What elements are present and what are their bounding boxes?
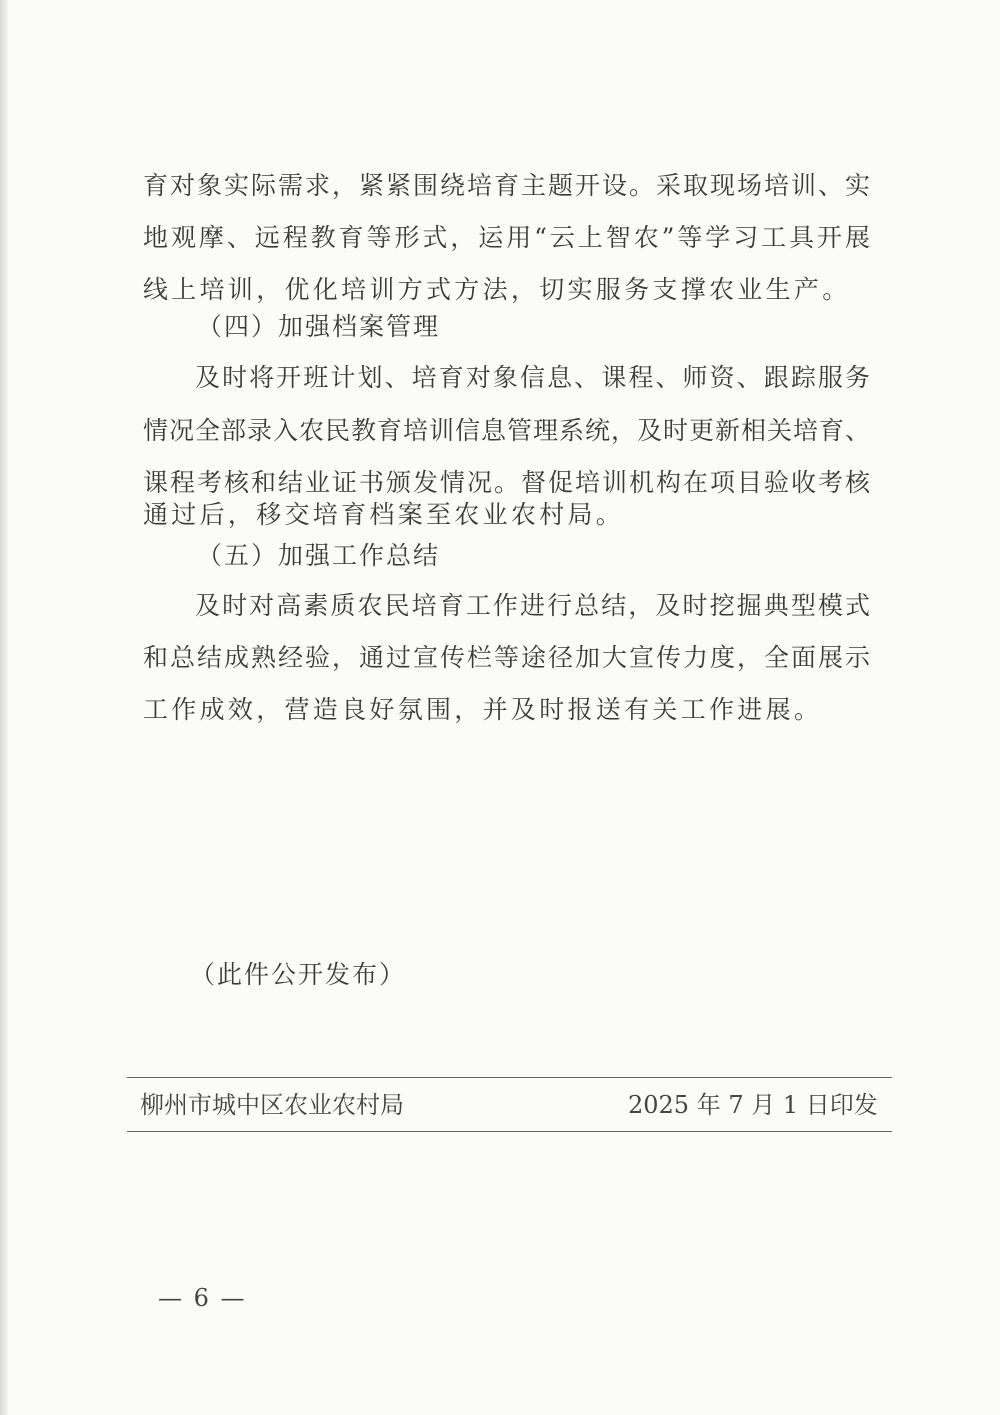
scan-edge bbox=[0, 0, 8, 1415]
footer-bottom-rule bbox=[127, 1131, 892, 1132]
section-heading-5: （五）加强工作总结 bbox=[197, 541, 441, 570]
paragraph-line: 线上培训，优化培训方式方法，切实服务支撑农业生产。 bbox=[143, 275, 851, 304]
issuing-authority: 柳州市城中区农业农村局 bbox=[140, 1091, 404, 1119]
page-number: — 6 — bbox=[158, 1284, 247, 1312]
issue-date: 2025 年 7 月 1 日印发 bbox=[628, 1091, 878, 1119]
paragraph-line: 通过后，移交培育档案至农业农村局。 bbox=[143, 500, 625, 529]
paragraph-line: 和总结成熟经验，通过宣传栏等途径加大宣传力度，全面展示 bbox=[143, 643, 870, 672]
paragraph-line: 及时将开班计划、培育对象信息、课程、师资、跟踪服务 bbox=[195, 363, 870, 392]
paragraph-line: 及时对高素质农民培育工作进行总结，及时挖掘典型模式 bbox=[195, 591, 870, 620]
paragraph-line: 课程考核和结业证书颁发情况。督促培训机构在项目验收考核 bbox=[143, 468, 870, 497]
section-heading-4: （四）加强档案管理 bbox=[197, 312, 441, 341]
paragraph-line: 育对象实际需求，紧紧围绕培育主题开设。采取现场培训、实 bbox=[143, 171, 870, 200]
footer-top-rule bbox=[127, 1077, 892, 1078]
paragraph-line: 工作成效，营造良好氛围，并及时报送有关工作进展。 bbox=[143, 695, 823, 724]
paragraph-line: 情况全部录入农民教育培训信息管理系统，及时更新相关培育、 bbox=[143, 416, 870, 445]
paragraph-line: 地观摩、远程教育等形式，运用“云上智农”等学习工具开展 bbox=[143, 223, 870, 252]
publication-note: （此件公开发布） bbox=[190, 960, 407, 989]
